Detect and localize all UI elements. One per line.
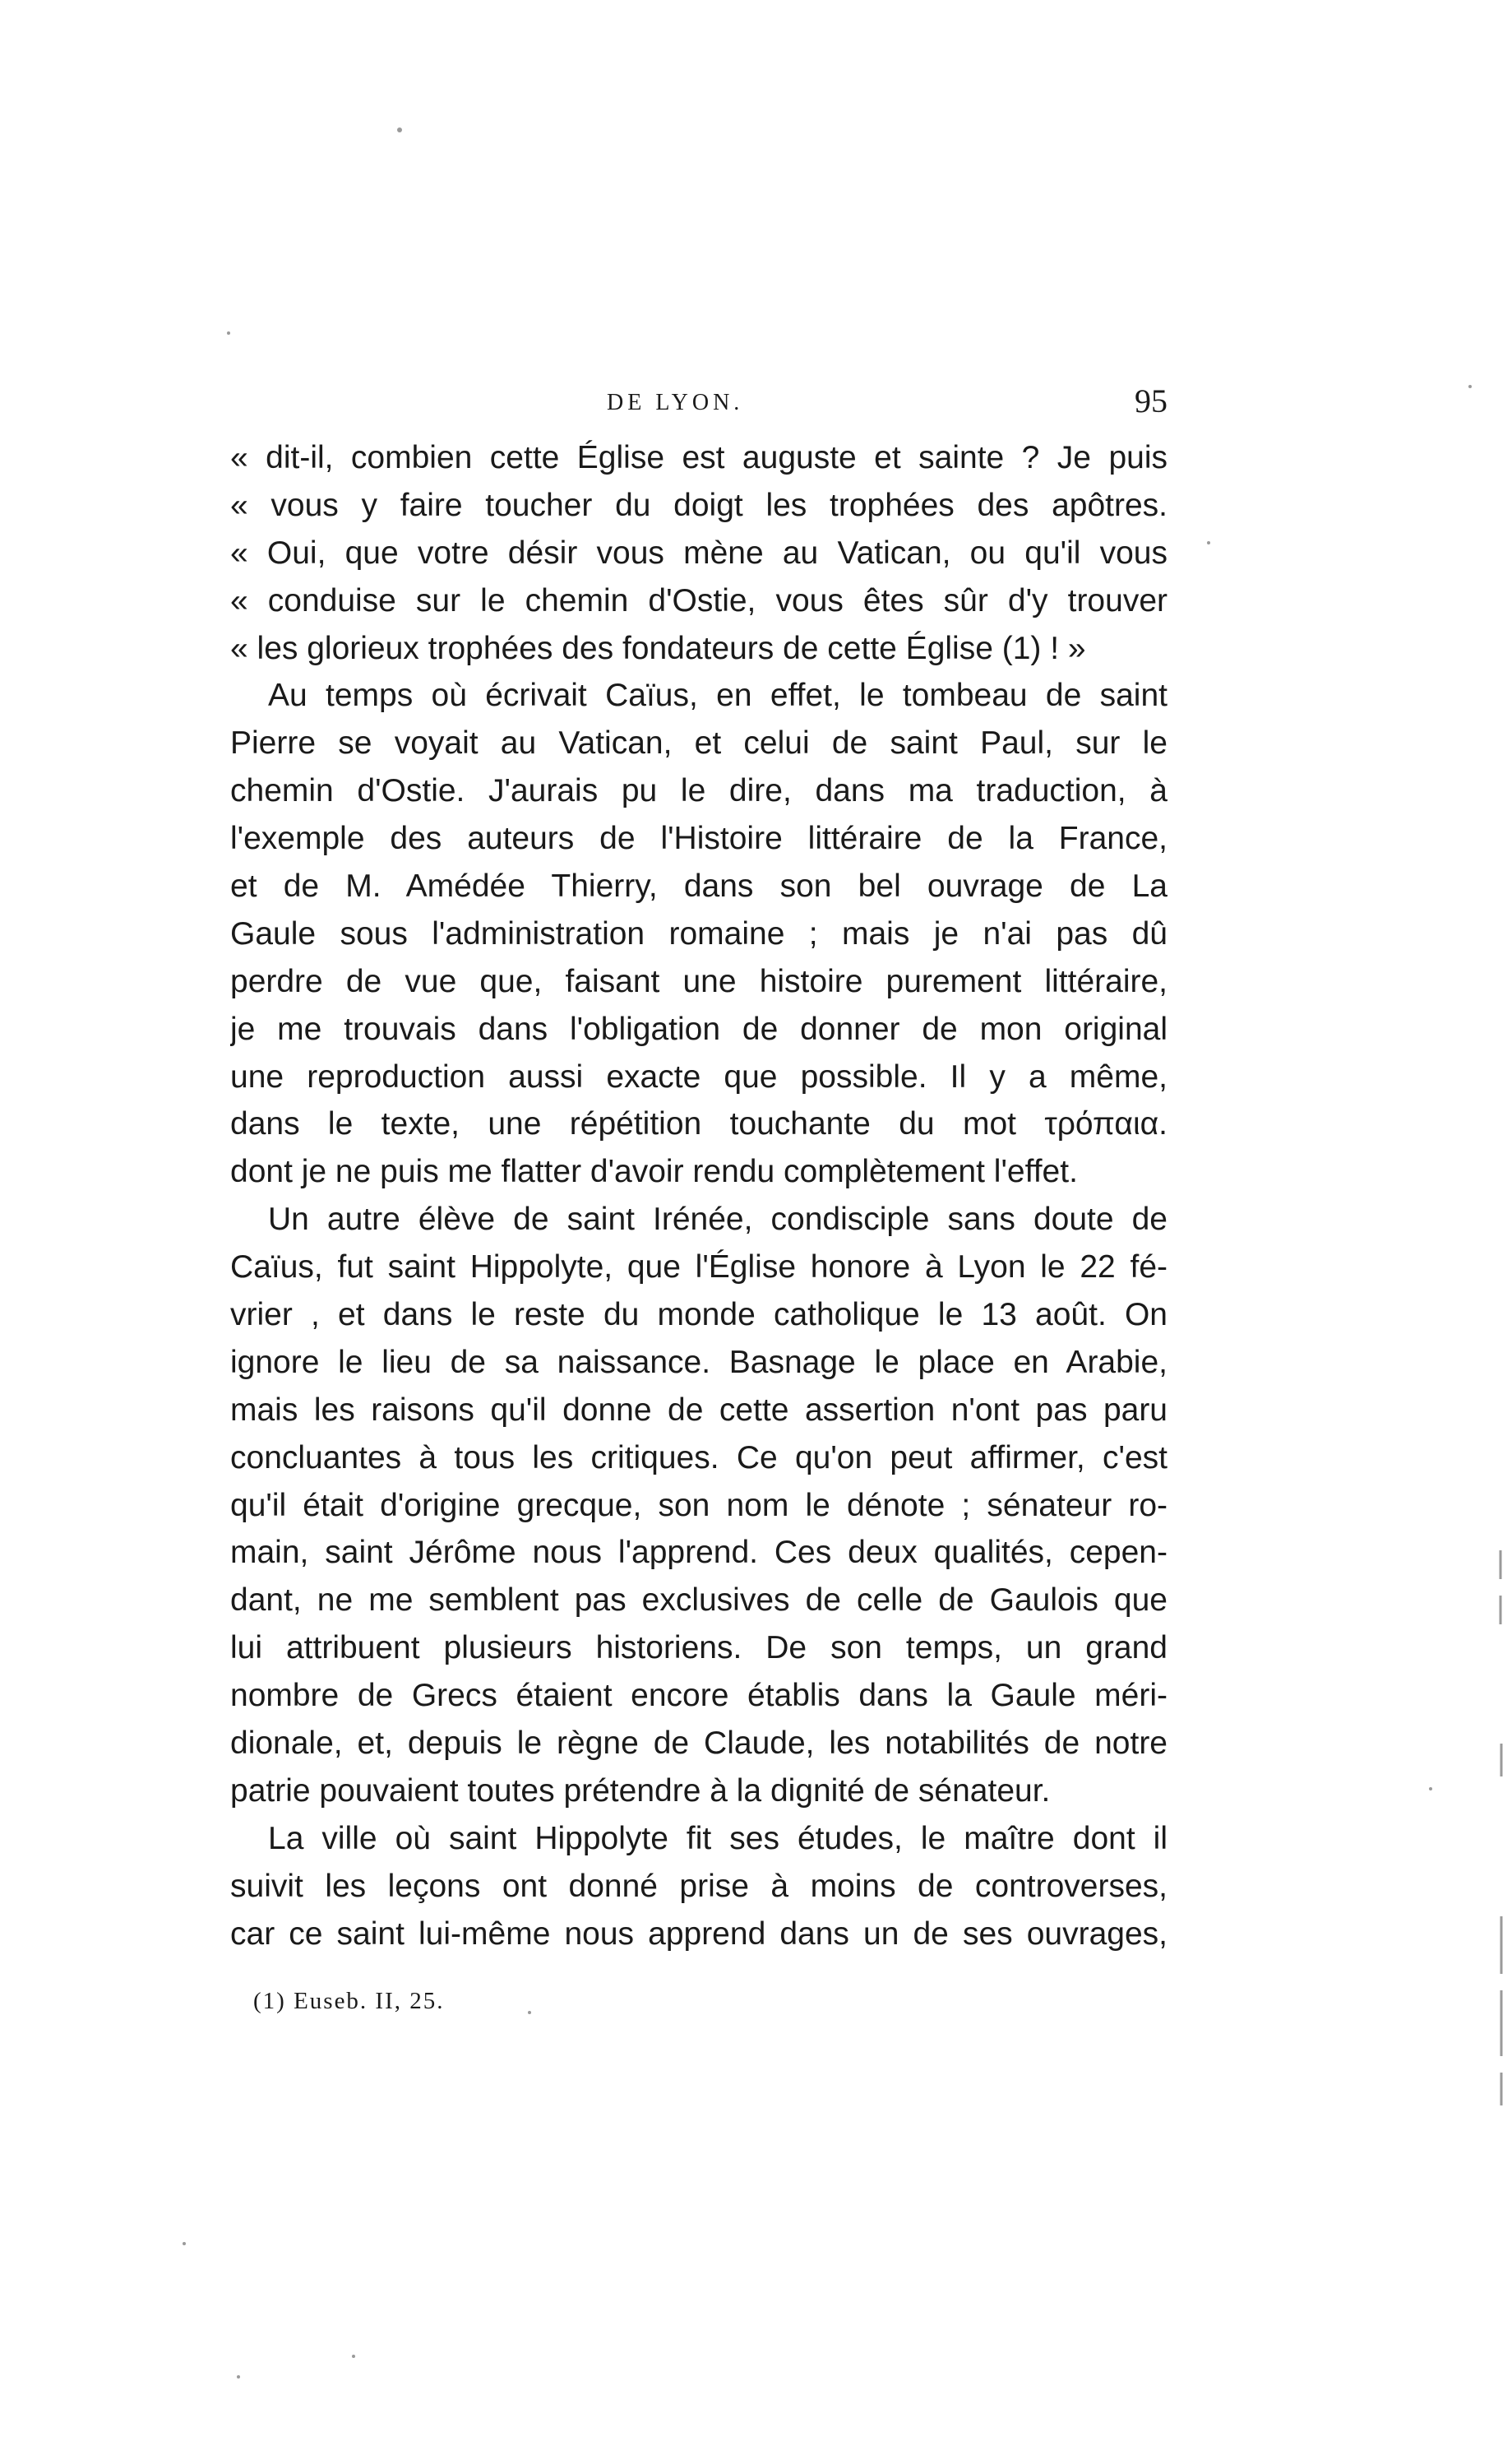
speck [227,331,230,335]
text-line: l'exemple des auteurs de l'Histoire littéraire de la France, [230,821,1168,857]
text-line: mais les raisons qu'il donne de cette assertion n'ont pas paru [230,1392,1168,1428]
body-text [230,434,1168,1958]
text-line: et de M. Amédée Thierry, dans son bel ouvrage de La [230,869,1168,905]
text-line: je me trouvais dans l'obligation de donner de mon original [230,1011,1168,1047]
paragraph-start-line: Au temps où écrivait Caïus, en effet, le tombeau de saint [268,678,1168,714]
speck [397,127,402,132]
text-line: nombre de Grecs étaient encore établis dans la Gaule méri- [230,1678,1168,1714]
running-head [230,382,1168,431]
text-line: chemin d'Ostie. J'aurais pu le dire, dans ma traduction, à [230,773,1168,809]
text-line: Gaule sous l'administration romaine ; mais je n'ai pas dû [230,915,1168,952]
text-line: perdre de vue que, faisant une histoire purement littéraire, [230,963,1168,999]
speck [237,2375,240,2379]
text-line: concluantes à tous les critiques. Ce qu'on peut affirmer, c'est [230,1439,1168,1475]
text-line: Pierre se voyait au Vatican, et celui de saint Paul, sur le [230,725,1168,762]
text-line: dont je ne puis me flatter d'avoir rendu complètement l'effet. [230,1154,1078,1190]
speck [1468,385,1472,388]
text-line: car ce saint lui-même nous apprend dans un de ses ouvrages, [230,1915,1168,1952]
text-line: ignore le lieu de sa naissance. Basnage le place en Arabie, [230,1344,1168,1380]
running-title: DE LYON. [607,390,744,415]
text-line: « conduise sur le chemin d'Ostie, vous êtes sûr d'y trouver [230,582,1168,618]
text-line: qu'il était d'origine grecque, son nom le dénote ; sénateur ro- [230,1487,1168,1523]
footnote: (1) Euseb. II, 25. [253,1988,445,2014]
text-line: « dit-il, combien cette Église est auguste et sainte ? Je puis [230,440,1168,475]
text-line: « vous y faire toucher du doigt les trophées des apôtres. [230,487,1168,523]
speck [1207,541,1210,544]
text-line: lui attribuent plusieurs historiens. De son temps, un grand [230,1630,1168,1666]
text-line: suivit les leçons ont donné prise à moins de controverses, [230,1868,1168,1904]
speck [352,2355,355,2358]
text-line: Caïus, fut saint Hippolyte, que l'Église honore à Lyon le 22 fé- [230,1249,1168,1285]
paragraph-start-line: La ville où saint Hippolyte fit ses études, le maître dont il [268,1820,1168,1856]
speck [1429,1787,1432,1790]
text-line: patrie pouvaient toutes prétendre à la dignité de sénateur. [230,1772,1051,1809]
text-line: une reproduction aussi exacte que possible. Il y a même, [230,1058,1168,1095]
page-number: 95 [1135,382,1168,419]
text-line: dans le texte, une répétition touchante du mot τρόπαια. [230,1106,1168,1142]
text-line: vrier , et dans le reste du monde catholique le 13 août. On [230,1297,1168,1333]
text-line: « les glorieux trophées des fondateurs de cette Église (1) ! » [230,630,1086,666]
text-line: dant, ne me semblent pas exclusives de celle de Gaulois que [230,1582,1168,1619]
text-line: « Oui, que votre désir vous mène au Vatican, ou qu'il vous [230,535,1168,571]
paragraph-start-line: Un autre élève de saint Irénée, condisciple sans doute de [268,1202,1168,1238]
text-line: dionale, et, depuis le règne de Claude, les notabilités de notre [230,1725,1168,1762]
speck [183,2242,186,2245]
speck [528,2011,531,2014]
text-line: main, saint Jérôme nous l'apprend. Ces deux qualités, cepen- [230,1535,1168,1571]
